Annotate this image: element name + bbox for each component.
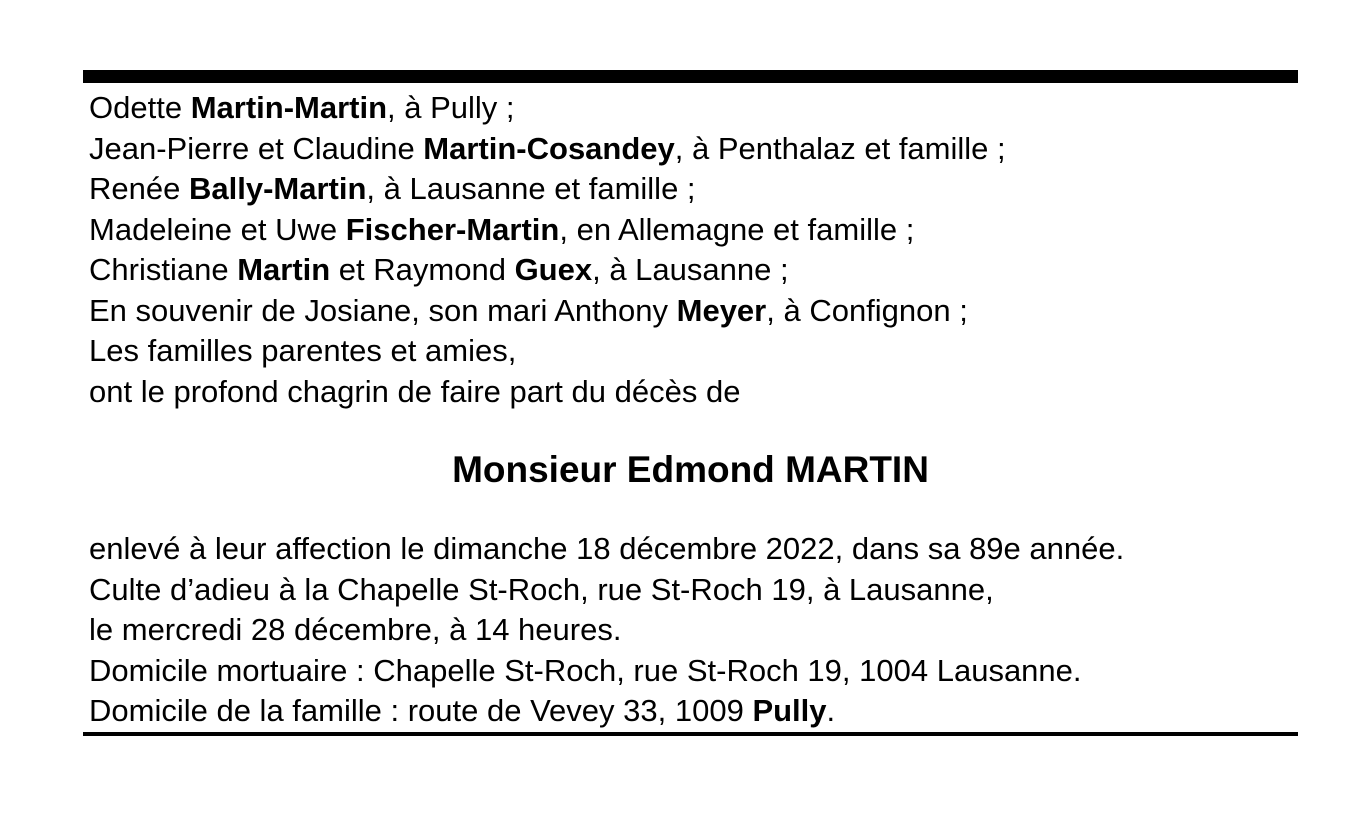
detail-line: Domicile de la famille : route de Vevey 33, 1009 Pully. xyxy=(89,693,836,728)
bottom-rule xyxy=(83,732,1298,736)
family-line: Odette Martin-Martin, à Pully ; xyxy=(89,90,515,125)
family-line: Les familles parentes et amies, xyxy=(89,333,517,368)
detail-line: le mercredi 28 décembre, à 14 heures. xyxy=(89,612,622,647)
announcement-line: ont le profond chagrin de faire part du décès de xyxy=(89,373,741,409)
family-line: Madeleine et Uwe Fischer-Martin, en Allemagne et famille ; xyxy=(89,211,915,247)
ceremony-details xyxy=(89,529,1294,732)
family-line: Jean-Pierre et Claudine Martin-Cosandey, à Penthalaz et famille ; xyxy=(89,130,1006,166)
top-rule xyxy=(83,70,1298,83)
family-line: Christiane Martin et Raymond Guex, à Lausanne ; xyxy=(89,252,789,287)
detail-line: Culte d’adieu à la Chapelle St-Roch, rue St-Roch 19, à Lausanne, xyxy=(89,571,994,607)
family-list xyxy=(89,88,1294,412)
detail-line: enlevé à leur affection le dimanche 18 décembre 2022, dans sa 89e année. xyxy=(89,531,1125,566)
family-line: En souvenir de Josiane, son mari Anthony Meyer, à Confignon ; xyxy=(89,292,968,328)
deceased-name: Monsieur Edmond MARTIN xyxy=(452,449,929,490)
family-line: Renée Bally-Martin, à Lausanne et famille ; xyxy=(89,171,696,206)
detail-line: Domicile mortuaire : Chapelle St-Roch, rue St-Roch 19, 1004 Lausanne. xyxy=(89,652,1082,688)
